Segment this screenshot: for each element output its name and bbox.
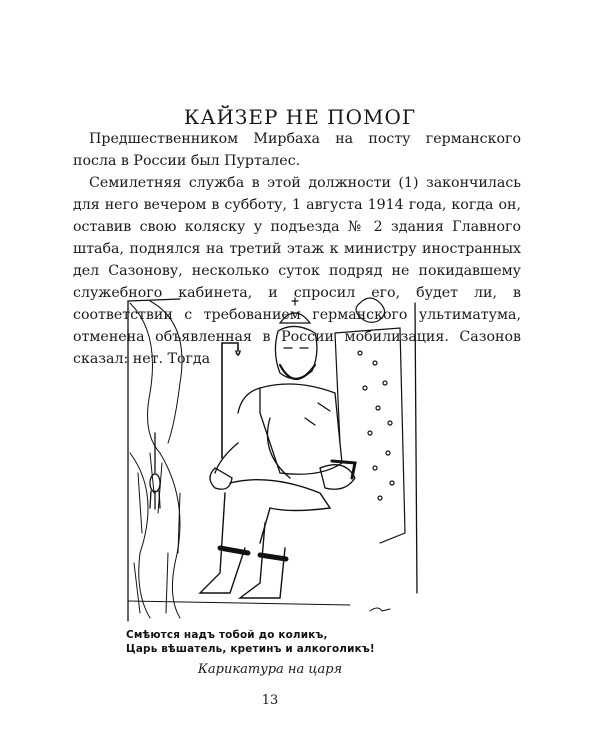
tsar-body xyxy=(210,384,355,489)
inscription-line-1: Смѣются надъ тобой до коликъ, xyxy=(126,629,328,641)
throne xyxy=(335,298,405,543)
page-number: 13 xyxy=(261,693,279,708)
illustration-inscription xyxy=(126,628,426,656)
frame-top xyxy=(128,299,180,301)
floor xyxy=(128,601,350,605)
crown xyxy=(280,298,310,323)
paragraph-2: Семилетняя служба в этой должности (1) закончилась для него вечером в субботу, 1 августа 1914 года, когда он, оставив свою коляску у подъезда № 2 здания Главного штаба, поднялся на третий этаж к министру иностранных дел Сазонову, несколько суток подряд не покидавшему служебного кабинета, и спросил его, будет ли, в соответствии с требованием германского ультиматума, отменена объявленная в России мобилизация. Сазонов сказал: нет. Тогда xyxy=(73,175,521,367)
tsar-legs xyxy=(200,480,330,598)
figure-caption: Карикатура на царя xyxy=(197,662,343,677)
frame-right xyxy=(415,303,417,593)
chapter-title: КАЙЗЕР НЕ ПОМОГ xyxy=(183,105,417,130)
paragraph-1: Предшественником Мирбаха на посту германского посла в России был Пурталес. xyxy=(73,131,521,169)
curtain xyxy=(130,301,182,618)
signature xyxy=(370,608,390,611)
inscription-line-2: Царь вѣшатель, кретинъ и алкоголикъ! xyxy=(126,643,375,655)
gallows-sceptre xyxy=(222,343,240,458)
tsar-head xyxy=(275,326,316,379)
caricature-illustration xyxy=(120,293,420,623)
